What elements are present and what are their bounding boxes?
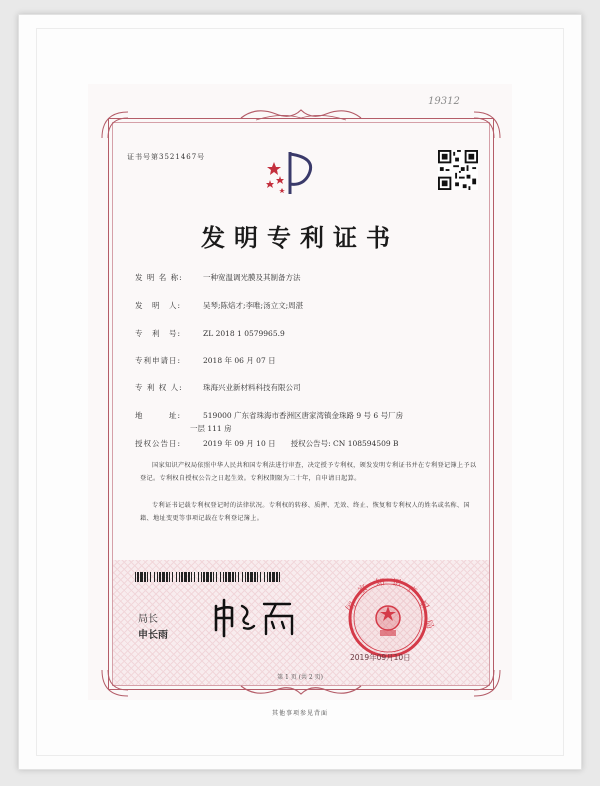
- field-grant-date: [135, 438, 399, 449]
- seal-char-1: 国: [344, 600, 359, 614]
- field-label: 地 址:: [135, 411, 182, 420]
- corner-ornament-tr: [472, 110, 502, 140]
- corner-ornament-tl: [100, 110, 130, 140]
- signature-name: 申长雨: [138, 630, 168, 641]
- field-invention-name: [135, 272, 301, 283]
- signature-title: 局长: [138, 614, 158, 625]
- field-patentee: [135, 382, 301, 393]
- field-value: 吴琴;陈焙才;李唯;汤立文;周湛: [203, 301, 304, 310]
- field-label: 专 利 权 人:: [135, 383, 183, 392]
- certificate-title: 发明专利证书: [201, 223, 399, 252]
- barcode: [135, 572, 280, 582]
- field-address: [135, 410, 403, 421]
- seal-char-3: 知: [375, 577, 386, 589]
- field-value: 2018 年 06 月 07 日: [203, 356, 276, 365]
- field-value: ZL 2018 1 0579965.9: [203, 329, 285, 338]
- field-value: 519000 广东省珠海市香洲区唐家湾镇金珠路 9 号 6 号厂房: [203, 411, 404, 420]
- seal-char-5: 产: [405, 584, 419, 598]
- field-label: 发 明 名 称:: [135, 273, 183, 282]
- seal-char-2: 家: [356, 583, 370, 597]
- qr-code: [438, 150, 478, 190]
- field-label: 发 明 人:: [135, 301, 182, 310]
- field-label: 授权公告日:: [135, 439, 182, 448]
- seal-char-4: 识: [391, 578, 402, 590]
- legal-paragraph-1: 国家知识产权局依照中华人民共和国专利法进行审查，决定授予专利权，颁发发明专利证书并在专利登记簿上予以登记。专利权自授权公告之日起生效。专利权期限为二十年，自申请日起算。: [140, 462, 477, 482]
- legal-paragraph-2: 专利证书记载专利权登记时的法律状况。专利权的转移、质押、无效、终止、恢复和专利权人的姓名或名称、国籍、地址变更等事项记载在专利登记簿上。: [140, 502, 470, 522]
- field-application-date: [135, 355, 276, 366]
- seal-char-7: 局: [422, 618, 435, 631]
- field-label: 专利申请日:: [135, 356, 182, 365]
- bottom-ornament: [236, 682, 366, 700]
- patent-office-logo: [262, 148, 322, 198]
- field-value: 2019 年 09 月 10 日 授权公告号: CN 108594509 B: [203, 439, 399, 448]
- seal-date: 2019年09月10日: [350, 653, 411, 662]
- field-address-line2: 一层 111 房: [190, 424, 232, 433]
- footer-note: 其他事项参见背面: [271, 710, 328, 717]
- handwritten-note: 19312: [428, 96, 460, 107]
- field-label: 专 利 号:: [135, 329, 182, 338]
- field-value: 珠海兴业新材料科技有限公司: [203, 383, 301, 392]
- handwritten-signature: [210, 596, 300, 640]
- seal-char-6: 权: [416, 599, 431, 613]
- field-value: 一种宽温调光膜及其制备方法: [203, 273, 301, 282]
- field-inventors: [135, 300, 303, 311]
- official-seal: [336, 568, 446, 668]
- top-ornament: [236, 104, 366, 124]
- certificate-number: 证书号第3521467号: [127, 153, 206, 161]
- field-patent-number: [135, 328, 285, 339]
- page-number: 第 1 页 (共 2 页): [277, 674, 323, 681]
